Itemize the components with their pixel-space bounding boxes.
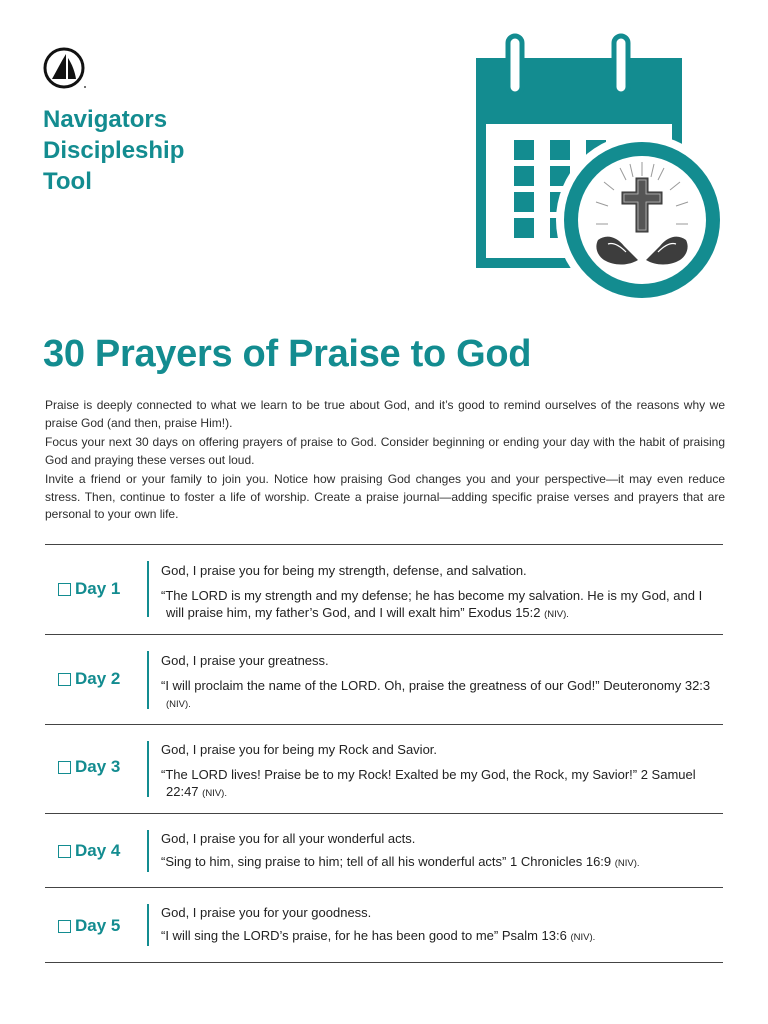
intro-paragraph: Praise is deeply connected to what we learn to be true about God, and it’s good to remind ourselves of the reasons why we praise God (and then, praise Him!).: [45, 398, 725, 430]
day-4-checkbox-label[interactable]: [58, 841, 120, 861]
prayer-heading: God, I praise you for all your wonderful acts.: [161, 831, 416, 846]
page-title: 30 Prayers of Praise to God: [43, 333, 532, 375]
version-label: (NIV).: [570, 932, 596, 943]
divider-bar: [147, 830, 149, 872]
verse-body: “The LORD lives! Praise be to my Rock! Exalted be my God, the Rock, my Savior!” 2 Samuel 22:47: [161, 767, 696, 799]
day-row: [45, 725, 723, 814]
verse-body: “The LORD is my strength and my defense; he has become my salvation. He is my God, and I will praise him, my father’s God, and I will exalt him” Exodus 15:2: [161, 588, 703, 620]
day-label: Day 1: [75, 579, 121, 598]
checkbox-icon[interactable]: [58, 583, 71, 596]
intro-paragraph: Focus your next 30 days on offering prayers of praise to God. Consider beginning or ending your day with the habit of praising God and praying these verses out loud.: [45, 435, 725, 467]
version-label: (NIV).: [202, 788, 227, 799]
verse-text: [161, 587, 717, 623]
intro-paragraph: Invite a friend or your family to join you. Notice how praising God changes you and your perspective—it may even reduce stress. Then, continue to foster a life of worship. Create a praise journal—adding specific praise verses and prayers that are personal to your own life.: [45, 472, 725, 521]
intro-text: [45, 397, 725, 526]
verse-body: “Sing to him, sing praise to him; tell of all his wonderful acts” 1 Chronicles 16:9: [161, 854, 615, 869]
calendar-cross-praying-hands-icon: [470, 30, 732, 308]
prayer-heading: God, I praise your greatness.: [161, 653, 329, 668]
day-5-checkbox-label[interactable]: [58, 916, 120, 936]
day-1-checkbox-label[interactable]: [58, 579, 120, 599]
verse-body: “I will proclaim the name of the LORD. Oh, praise the greatness of our God!” Deuteronomy 32:3: [161, 678, 711, 693]
checkbox-icon[interactable]: [58, 761, 71, 774]
sail-logo-icon: [42, 46, 88, 92]
day-row: [45, 635, 723, 725]
day-row: [45, 814, 723, 888]
version-label: (NIV).: [614, 858, 640, 869]
day-label: Day 4: [75, 841, 121, 860]
tool-title: [43, 104, 184, 197]
day-2-checkbox-label[interactable]: [58, 669, 120, 689]
verse-text: [161, 927, 717, 946]
verse-body: “I will sing the LORD’s praise, for he has been good to me” Psalm 13:6: [161, 928, 571, 943]
day-list: [45, 544, 723, 963]
checkbox-icon[interactable]: [58, 845, 71, 858]
verse-text: [161, 853, 717, 872]
prayer-heading: God, I praise you for being my strength, defense, and salvation.: [161, 563, 527, 578]
verse-text: [161, 766, 717, 802]
checkbox-icon[interactable]: [58, 920, 71, 933]
tool-title-line: Discipleship: [43, 137, 185, 164]
tool-title-line: Tool: [43, 168, 92, 195]
verse-text: [161, 677, 717, 713]
day-label: Day 3: [75, 757, 121, 776]
prayer-heading: God, I praise you for being my Rock and Savior.: [161, 742, 438, 757]
divider-bar: [147, 741, 149, 797]
version-label: (NIV).: [544, 609, 569, 620]
tool-title-line: Navigators: [43, 106, 168, 133]
day-row: [45, 888, 723, 963]
prayer-heading: God, I praise you for your goodness.: [161, 905, 372, 920]
divider-bar: [147, 561, 149, 617]
divider-bar: [147, 904, 149, 946]
divider-bar: [147, 651, 149, 709]
version-label: (NIV).: [166, 699, 191, 710]
day-3-checkbox-label[interactable]: [58, 757, 120, 777]
day-label: Day 2: [75, 669, 121, 688]
day-label: Day 5: [75, 916, 121, 935]
checkbox-icon[interactable]: [58, 673, 71, 686]
day-row: [45, 545, 723, 635]
